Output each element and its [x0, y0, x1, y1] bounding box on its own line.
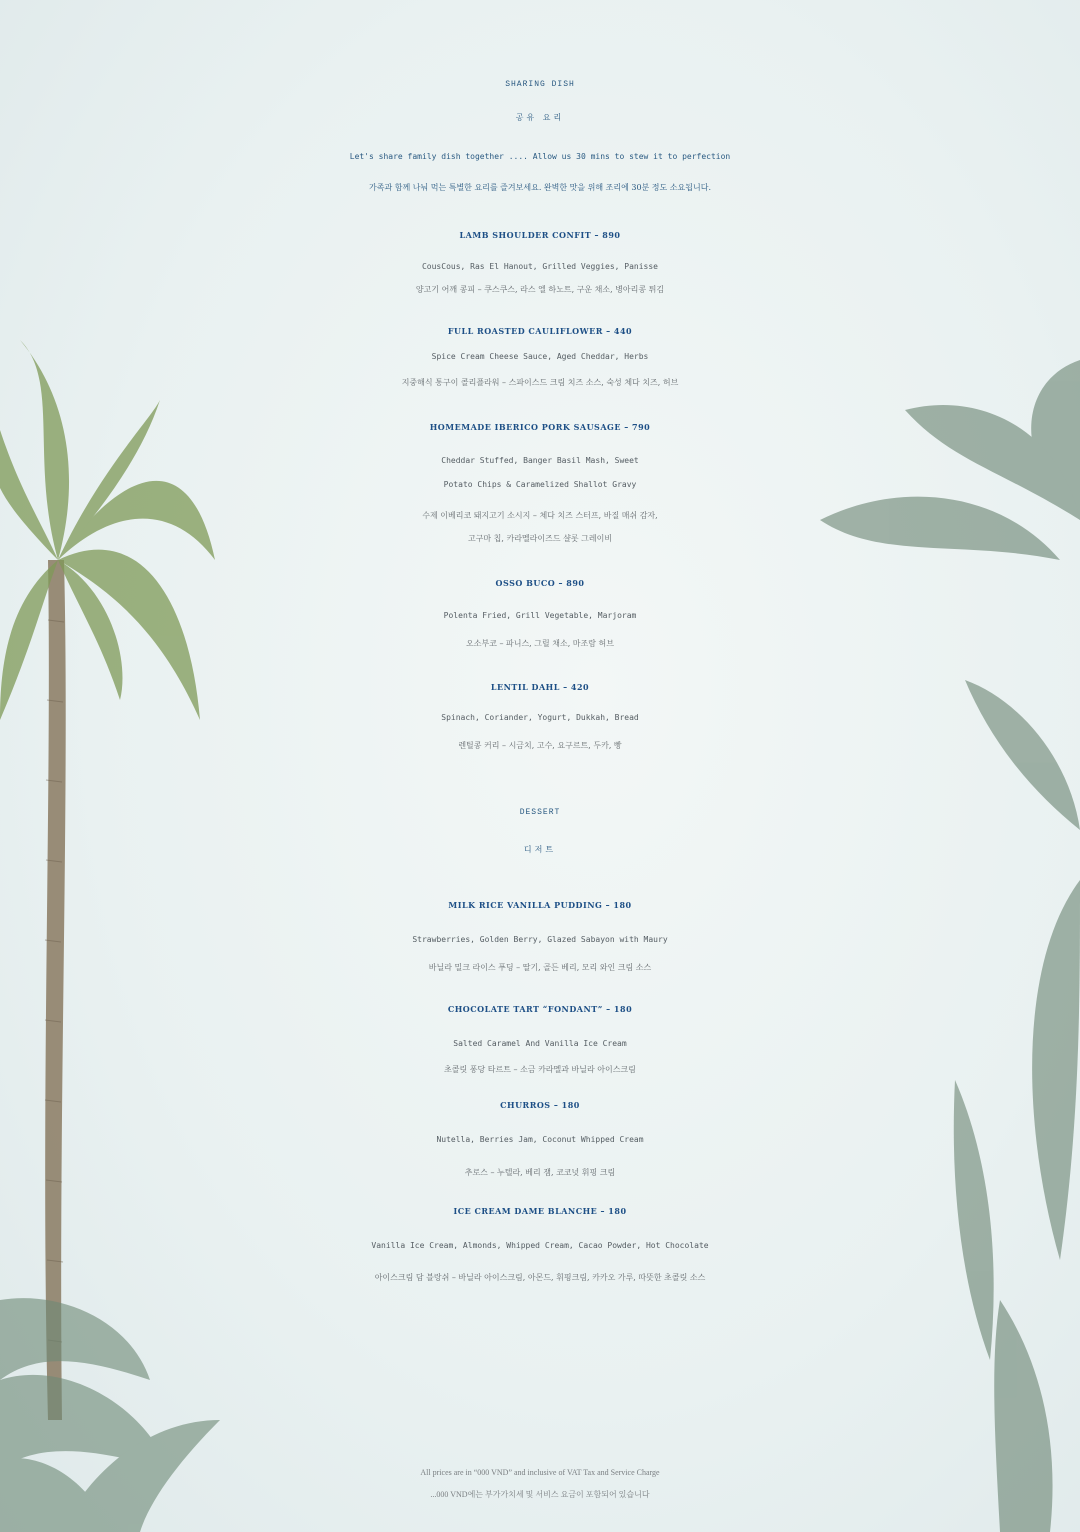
dish-description-ko: 고구마 칩, 카라멜라이즈드 샬롯 그레이비	[467, 534, 613, 543]
dish-description: Potato Chips & Caramelized Shallot Gravy	[443, 480, 637, 489]
dish-name: MILK RICE VANILLA PUDDING – 180	[448, 900, 632, 910]
sharing-intro-ko: 가족과 함께 나눠 먹는 특별한 요리를 즐겨보세요. 완벽한 맛을 위해 조리에 30분 정도 소요됩니다.	[369, 183, 711, 192]
dish-name: CHURROS – 180	[500, 1100, 580, 1110]
dish-description-ko: 수제 이베리코 돼지고기 소시지 – 체다 치즈 스터프, 바질 매쉬 감자,	[422, 511, 658, 520]
price-note-ko: ...000 VND에는 부가가치세 및 서비스 요금이 포함되어 있습니다	[430, 1490, 650, 1499]
dish-name: LAMB SHOULDER CONFIT – 890	[459, 230, 621, 240]
dish-description: Vanilla Ice Cream, Almonds, Whipped Cream, Cacao Powder, Hot Chocolate	[371, 1241, 709, 1250]
dish-name: CHOCOLATE TART “FONDANT” – 180	[447, 1004, 633, 1014]
dish-name: LENTIL DAHL – 420	[490, 682, 590, 692]
dish-description-ko: 바닐라 밀크 라이스 푸딩 – 딸기, 골든 베리, 모리 와인 크림 소스	[428, 963, 652, 972]
dish-description: Cheddar Stuffed, Banger Basil Mash, Sweet	[441, 456, 639, 465]
dish-description-ko: 지중해식 통구이 콜리플라워 – 스파이스드 크림 치즈 소스, 숙성 체다 치즈, 허브	[401, 378, 679, 387]
dish-description: CousCous, Ras El Hanout, Grilled Veggies, Panisse	[421, 262, 658, 271]
section-subtitle-dessert-ko: 디저트	[523, 845, 557, 854]
sharing-intro: Let's share family dish together .... Allow us 30 mins to stew it to perfection	[349, 152, 731, 161]
dish-description: Polenta Fried, Grill Vegetable, Marjoram	[443, 611, 637, 620]
section-title-sharing: SHARING DISH	[505, 80, 575, 89]
dish-description: Spinach, Coriander, Yogurt, Dukkah, Bread	[441, 713, 639, 722]
section-title-dessert: DESSERT	[519, 808, 561, 817]
dish-description-ko: 추로스 – 누텔라, 베리 잼, 코코넛 휘핑 크림	[464, 1168, 616, 1177]
section-subtitle-sharing-ko: 공유 요리	[515, 113, 565, 122]
dish-description: Spice Cream Cheese Sauce, Aged Cheddar, Herbs	[431, 352, 649, 361]
dish-description: Nutella, Berries Jam, Coconut Whipped Cream	[436, 1135, 644, 1144]
dish-description: Strawberries, Golden Berry, Glazed Sabayon with Maury	[412, 935, 668, 944]
dish-name: HOMEMADE IBERICO PORK SAUSAGE – 790	[429, 422, 651, 432]
price-note: All prices are in “000 VND” and inclusive of VAT Tax and Service Charge	[420, 1468, 660, 1477]
dish-name: OSSO BUCO – 890	[495, 578, 585, 588]
dish-name: FULL ROASTED CAULIFLOWER – 440	[447, 326, 633, 336]
dish-description-ko: 오소부코 – 파니스, 그릴 채소, 마조람 허브	[466, 639, 614, 648]
dish-description-ko: 아이스크림 담 블랑쉬 – 바닐라 아이스크림, 아몬드, 휘핑크림, 카카오 가루, 따뜻한 초콜릿 소스	[374, 1273, 706, 1282]
dish-name: ICE CREAM DAME BLANCHE – 180	[453, 1206, 627, 1216]
dish-description: Salted Caramel And Vanilla Ice Cream	[453, 1039, 627, 1048]
dish-description-ko: 양고기 어깨 콩피 – 쿠스쿠스, 라스 엘 하노트, 구운 채소, 병아리콩 튀김	[415, 285, 665, 294]
dish-description-ko: 초콜릿 퐁당 타르트 – 소금 카라멜과 바닐라 아이스크림	[444, 1065, 636, 1074]
dish-description-ko: 렌틸콩 커리 – 시금치, 고수, 요구르트, 두카, 빵	[458, 741, 622, 750]
